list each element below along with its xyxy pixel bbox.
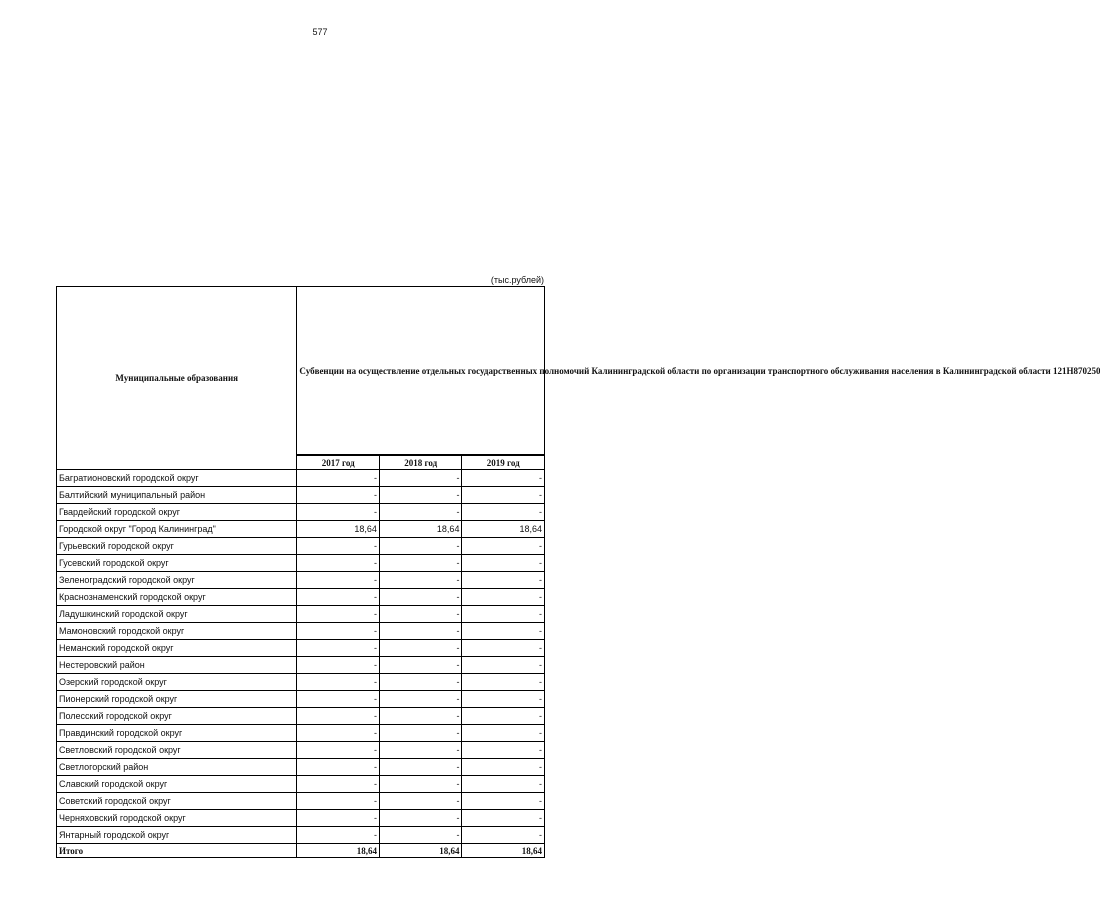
value-2019: -	[462, 725, 545, 742]
header-year-2018: 2018 год	[379, 455, 462, 470]
value-2019: -	[462, 555, 545, 572]
header-subvention: Субвенции на осуществление отдельных государственных полномочий Калининградской области по организации транспортного обслуживания населения в Калининградской области 121Н870250	[297, 287, 545, 456]
total-2017: 18,64	[297, 844, 380, 858]
value-2017: -	[297, 589, 380, 606]
table-row	[57, 538, 545, 555]
municipality-name: Светловский городской округ	[57, 742, 297, 759]
value-2017: -	[297, 827, 380, 844]
value-2019: -	[462, 691, 545, 708]
municipality-name: Гурьевский городской округ	[57, 538, 297, 555]
municipality-name: Краснознаменский городской округ	[57, 589, 297, 606]
value-2019: -	[462, 742, 545, 759]
municipality-name: Нестеровский район	[57, 657, 297, 674]
table-row	[57, 589, 545, 606]
value-2019: -	[462, 640, 545, 657]
value-2017: -	[297, 810, 380, 827]
value-2019: -	[462, 623, 545, 640]
header-year-2019: 2019 год	[462, 455, 545, 470]
value-2018: -	[379, 725, 462, 742]
value-2019: 18,64	[462, 521, 545, 538]
value-2017: -	[297, 691, 380, 708]
value-2018: -	[379, 674, 462, 691]
table-row	[57, 776, 545, 793]
value-2017: -	[297, 759, 380, 776]
value-2019: -	[462, 504, 545, 521]
table-row	[57, 504, 545, 521]
municipality-name: Мамоновский городской округ	[57, 623, 297, 640]
value-2019: -	[462, 657, 545, 674]
value-2018: -	[379, 555, 462, 572]
value-2018: -	[379, 827, 462, 844]
value-2018: -	[379, 606, 462, 623]
municipality-name: Багратионовский городской округ	[57, 470, 297, 487]
municipality-name: Гвардейский городской округ	[57, 504, 297, 521]
value-2019: -	[462, 810, 545, 827]
municipality-name: Правдинский городской округ	[57, 725, 297, 742]
table-body	[57, 470, 545, 858]
table-row	[57, 725, 545, 742]
value-2018: -	[379, 640, 462, 657]
municipality-name: Славский городской округ	[57, 776, 297, 793]
value-2019: -	[462, 606, 545, 623]
value-2017: 18,64	[297, 521, 380, 538]
municipality-name: Гусевский городской округ	[57, 555, 297, 572]
municipality-name: Черняховский городской округ	[57, 810, 297, 827]
value-2018: -	[379, 742, 462, 759]
value-2017: -	[297, 606, 380, 623]
municipality-name: Озерский городской округ	[57, 674, 297, 691]
table-row	[57, 521, 545, 538]
municipality-name: Балтийский муниципальный район	[57, 487, 297, 504]
value-2019: -	[462, 589, 545, 606]
table-row	[57, 555, 545, 572]
table-row	[57, 623, 545, 640]
value-2018: -	[379, 759, 462, 776]
table-row	[57, 793, 545, 810]
municipality-name: Пионерский городской округ	[57, 691, 297, 708]
value-2018: -	[379, 572, 462, 589]
total-2018: 18,64	[379, 844, 462, 858]
value-2018: -	[379, 657, 462, 674]
municipality-name: Советский городской округ	[57, 793, 297, 810]
units-label: (тыс.рублей)	[490, 275, 544, 285]
value-2019: -	[462, 759, 545, 776]
table-row	[57, 759, 545, 776]
value-2017: -	[297, 538, 380, 555]
table-row	[57, 487, 545, 504]
value-2019: -	[462, 538, 545, 555]
total-label: Итого	[57, 844, 297, 858]
value-2017: -	[297, 572, 380, 589]
header-year-2017: 2017 год	[297, 455, 380, 470]
value-2017: -	[297, 623, 380, 640]
table-row	[57, 691, 545, 708]
total-row	[57, 844, 545, 858]
municipality-name: Неманский городской округ	[57, 640, 297, 657]
value-2018: -	[379, 470, 462, 487]
value-2017: -	[297, 504, 380, 521]
value-2018: -	[379, 504, 462, 521]
value-2017: -	[297, 640, 380, 657]
table-row	[57, 572, 545, 589]
value-2019: -	[462, 572, 545, 589]
value-2017: -	[297, 708, 380, 725]
value-2019: -	[462, 470, 545, 487]
municipality-name: Янтарный городской округ	[57, 827, 297, 844]
table-row	[57, 606, 545, 623]
value-2018: -	[379, 708, 462, 725]
value-2018: -	[379, 691, 462, 708]
value-2019: -	[462, 674, 545, 691]
page-number: 577	[312, 27, 328, 37]
value-2017: -	[297, 657, 380, 674]
total-2019: 18,64	[462, 844, 545, 858]
value-2017: -	[297, 742, 380, 759]
table-row	[57, 827, 545, 844]
table-row	[57, 810, 545, 827]
header-municipalities: Муниципальные образования	[57, 287, 297, 470]
municipality-name: Зеленоградский городской округ	[57, 572, 297, 589]
value-2017: -	[297, 470, 380, 487]
value-2018: -	[379, 793, 462, 810]
municipality-name: Светлогорский район	[57, 759, 297, 776]
value-2018: -	[379, 810, 462, 827]
table-row	[57, 674, 545, 691]
value-2019: -	[462, 487, 545, 504]
value-2018: -	[379, 776, 462, 793]
municipality-name: Городской округ "Город Калининград"	[57, 521, 297, 538]
table-row	[57, 742, 545, 759]
value-2018: 18,64	[379, 521, 462, 538]
value-2017: -	[297, 725, 380, 742]
value-2017: -	[297, 555, 380, 572]
value-2017: -	[297, 776, 380, 793]
value-2018: -	[379, 589, 462, 606]
value-2019: -	[462, 708, 545, 725]
value-2017: -	[297, 487, 380, 504]
table-row	[57, 708, 545, 725]
value-2019: -	[462, 793, 545, 810]
value-2018: -	[379, 623, 462, 640]
subvention-table	[56, 286, 1100, 858]
value-2017: -	[297, 793, 380, 810]
value-2017: -	[297, 674, 380, 691]
value-2019: -	[462, 776, 545, 793]
value-2018: -	[379, 538, 462, 555]
table-row	[57, 657, 545, 674]
value-2019: -	[462, 827, 545, 844]
value-2018: -	[379, 487, 462, 504]
municipality-name: Полесский городской округ	[57, 708, 297, 725]
table-row	[57, 470, 545, 487]
table-row	[57, 640, 545, 657]
municipality-name: Ладушкинский городской округ	[57, 606, 297, 623]
